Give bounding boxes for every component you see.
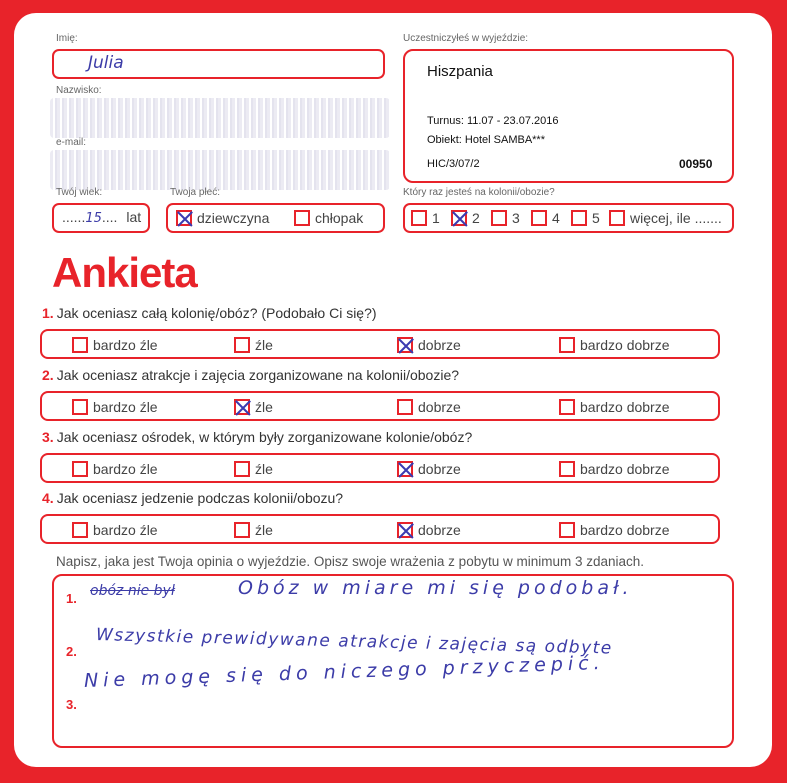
times-label: Który raz jesteś na kolonii/obozie?	[403, 187, 555, 198]
email-redacted	[50, 150, 390, 190]
rating-option-q1-4[interactable]	[559, 336, 670, 353]
checkbox-icon[interactable]	[491, 210, 507, 226]
rating-option-label: bardzo dobrze	[580, 522, 670, 539]
question-3: 3. Jak oceniasz ośrodek, w którym były zorganizowane kolonie/obóz?	[42, 429, 473, 445]
checkbox-icon[interactable]	[411, 210, 427, 226]
rating-option-q3-2[interactable]	[234, 460, 273, 477]
gender-label: Twoja płeć:	[170, 187, 221, 198]
checkbox-icon[interactable]	[559, 337, 575, 353]
checkbox-checked-icon[interactable]	[397, 461, 413, 477]
rating-option-label: dobrze	[418, 399, 461, 416]
rating-option-q4-4[interactable]	[559, 521, 670, 538]
checkbox-checked-icon[interactable]	[176, 210, 192, 226]
surname-label: Nazwisko:	[56, 85, 102, 96]
opinion-prompt: Napisz, jaka jest Twoja opinia o wyjeździe. Opisz swoje wrażenia z pobytu w minimum 3 zdaniach.	[56, 554, 645, 569]
checkbox-checked-icon[interactable]	[451, 210, 467, 226]
opinion-line-number-2: 2.	[66, 644, 77, 659]
email-label: e-mail:	[56, 137, 87, 148]
name-value: Julia	[88, 53, 124, 73]
trip-code: HIC/3/07/2	[427, 158, 480, 170]
checkbox-icon[interactable]	[72, 399, 88, 415]
surname-redacted	[50, 98, 390, 138]
rating-option-q1-1[interactable]	[72, 336, 158, 353]
age-value: 15	[85, 211, 102, 226]
age-label: Twój wiek:	[56, 187, 103, 198]
rating-option-q3-1[interactable]	[72, 460, 158, 477]
age-dots-left: ......	[62, 209, 86, 225]
times-option-3[interactable]: 3	[491, 209, 520, 226]
rating-option-label: dobrze	[418, 461, 461, 478]
checkbox-icon[interactable]	[72, 461, 88, 477]
rating-option-q4-1[interactable]	[72, 521, 158, 538]
rating-option-label: dobrze	[418, 522, 461, 539]
checkbox-checked-icon[interactable]	[234, 399, 250, 415]
gender-option-girl[interactable]: dziewczyna	[176, 209, 269, 226]
age-unit: lat	[126, 209, 142, 225]
rating-option-q3-3[interactable]	[397, 460, 461, 477]
trip-destination: Hiszpania	[427, 63, 493, 80]
rating-option-label: źle	[255, 337, 273, 354]
opinion-line-2: Wszystkie prewidywane atrakcje i zajęcia są odbyte	[95, 625, 614, 659]
gender-option-boy[interactable]: chłopak	[294, 209, 363, 226]
times-option-4[interactable]: 4	[531, 209, 560, 226]
rating-option-label: bardzo źle	[93, 337, 158, 354]
checkbox-checked-icon[interactable]	[397, 522, 413, 538]
checkbox-icon[interactable]	[559, 461, 575, 477]
rating-option-q4-2[interactable]	[234, 521, 273, 538]
times-option-5[interactable]: 5	[571, 209, 600, 226]
trip-object: Obiekt: Hotel SAMBA***	[427, 134, 545, 146]
rating-option-q2-3[interactable]	[397, 398, 461, 415]
times-option-2[interactable]: 2	[451, 209, 480, 226]
checkbox-icon[interactable]	[294, 210, 310, 226]
opinion-line-number-1: 1.	[66, 591, 77, 606]
rating-option-q4-3[interactable]	[397, 521, 461, 538]
rating-option-q2-1[interactable]	[72, 398, 158, 415]
opinion-line-3: Nie mogę się do niczego przyczepić.	[83, 651, 606, 692]
checkbox-icon[interactable]	[571, 210, 587, 226]
checkbox-icon[interactable]	[72, 522, 88, 538]
rating-option-q2-2[interactable]	[234, 398, 273, 415]
rating-option-label: źle	[255, 522, 273, 539]
opinion-line-number-3: 3.	[66, 697, 77, 712]
rating-option-label: źle	[255, 399, 273, 416]
rating-option-label: bardzo dobrze	[580, 399, 670, 416]
rating-option-q3-4[interactable]	[559, 460, 670, 477]
checkbox-icon[interactable]	[609, 210, 625, 226]
times-option-1[interactable]: 1	[411, 209, 440, 226]
question-1: 1. Jak oceniasz całą kolonię/obóz? (Podobało Ci się?)	[42, 305, 377, 321]
checkbox-icon[interactable]	[234, 461, 250, 477]
question-4: 4. Jak oceniasz jedzenie podczas kolonii/obozu?	[42, 490, 344, 506]
rating-option-q2-4[interactable]	[559, 398, 670, 415]
checkbox-checked-icon[interactable]	[397, 337, 413, 353]
checkbox-icon[interactable]	[234, 337, 250, 353]
checkbox-icon[interactable]	[531, 210, 547, 226]
rating-option-label: bardzo źle	[93, 461, 158, 478]
checkbox-icon[interactable]	[559, 522, 575, 538]
checkbox-icon[interactable]	[397, 399, 413, 415]
checkbox-icon[interactable]	[234, 522, 250, 538]
name-label: Imię:	[56, 33, 78, 44]
rating-option-label: bardzo źle	[93, 399, 158, 416]
rating-option-label: bardzo dobrze	[580, 461, 670, 478]
survey-title: Ankieta	[52, 249, 197, 296]
rating-option-label: źle	[255, 461, 273, 478]
checkbox-icon[interactable]	[559, 399, 575, 415]
rating-option-label: bardzo źle	[93, 522, 158, 539]
trip-turnus: Turnus: 11.07 - 23.07.2016	[427, 115, 559, 127]
trip-number: 00950	[679, 157, 713, 171]
opinion-crossed-text: obóz nie był	[90, 583, 175, 599]
age-dots-right: ....	[101, 209, 118, 225]
checkbox-icon[interactable]	[72, 337, 88, 353]
opinion-line-1: Obóz w miare mi się podobał.	[238, 577, 633, 599]
question-2: 2. Jak oceniasz atrakcje i zajęcia zorganizowane na kolonii/obozie?	[42, 367, 460, 383]
trip-label: Uczestniczyłeś w wyjeździe:	[403, 33, 529, 44]
rating-option-q1-3[interactable]	[397, 336, 461, 353]
rating-option-label: bardzo dobrze	[580, 337, 670, 354]
age-value-row	[62, 209, 141, 226]
times-option-more[interactable]: więcej, ile .......	[609, 209, 722, 226]
rating-option-q1-2[interactable]	[234, 336, 273, 353]
rating-option-label: dobrze	[418, 337, 461, 354]
